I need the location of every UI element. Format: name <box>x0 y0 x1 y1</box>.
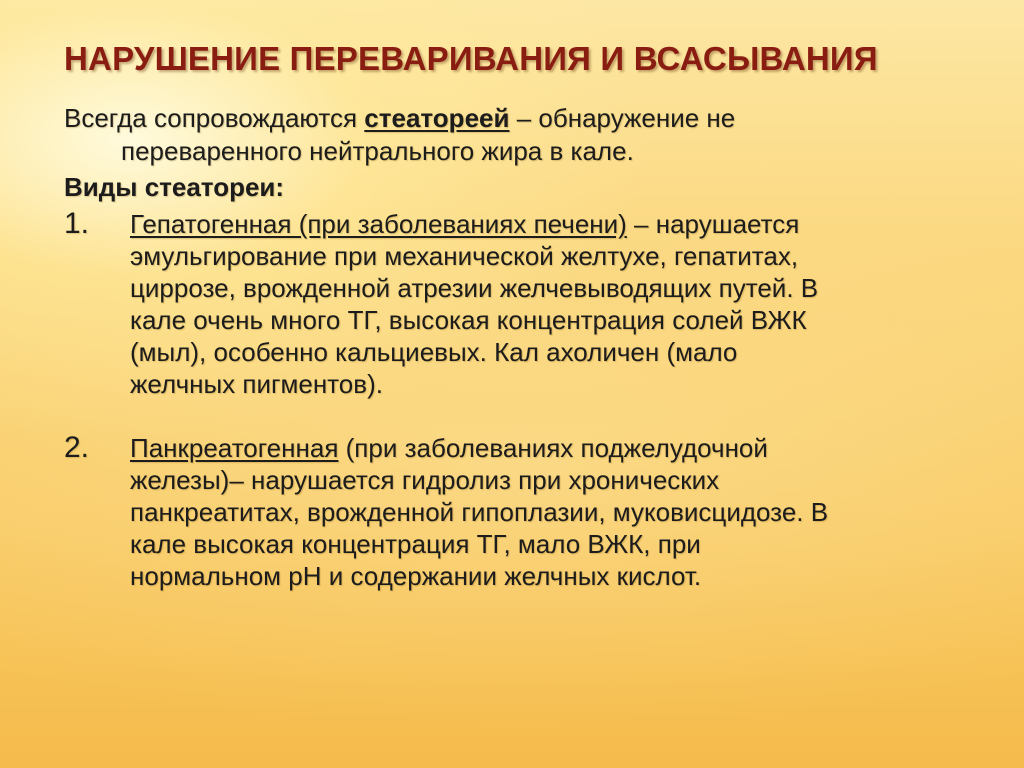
list-item-line: желчных пигментов). <box>130 369 383 399</box>
list-number: 1. <box>64 207 90 240</box>
list-item-line <box>130 432 964 464</box>
list-item-line: железы)– нарушается гидролиз при хронических <box>130 465 720 495</box>
list-item-term: Панкреатогенная <box>130 433 339 463</box>
list-item-pancreatogenic <box>64 432 964 592</box>
intro-term: стеатореей <box>364 103 510 133</box>
intro-line-2: переваренного нейтрального жира в кале. <box>121 136 634 166</box>
list-item-line: (мыл), особенно кальциевых. Кал ахоличен (мало <box>130 337 738 367</box>
list-number: 2. <box>64 431 90 464</box>
list-item-line: нормальном рН и содержании желчных кислот. <box>130 561 702 591</box>
list-item-body <box>130 432 964 592</box>
intro-suffix: – обнаружение не <box>509 103 736 133</box>
list-item-line: циррозе, врожденной атрезии желчевыводящих путей. В <box>130 273 819 303</box>
list-item-line: кале очень много ТГ, высокая концентрация солей ВЖК <box>130 305 807 335</box>
list-item-body <box>130 208 964 400</box>
slide-title: НАРУШЕНИЕ ПЕРЕВАРИВАНИЯ И ВСАСЫВАНИЯ <box>64 40 878 77</box>
list-item-line1-rest: (при заболеваниях поджелудочной <box>338 433 768 463</box>
subheading: Виды стеатореи: <box>64 172 285 202</box>
intro-prefix: Всегда сопровождаются <box>64 103 365 133</box>
list-item-line: эмульгирование при механической желтухе, гепатитах, <box>130 241 799 271</box>
list-item-term: Гепатогенная (при заболеваниях печени) <box>130 209 627 239</box>
intro-paragraph <box>64 102 964 168</box>
list-item-line <box>130 208 964 240</box>
list-item-line: панкреатитах, врожденной гипоплазии, муковисцидозе. В <box>130 497 829 527</box>
list-item-hepatogenic <box>64 208 964 400</box>
list-item-line1-rest: – нарушается <box>626 209 800 239</box>
list-item-line: кале высокая концентрация ТГ, мало ВЖК, при <box>130 529 701 559</box>
